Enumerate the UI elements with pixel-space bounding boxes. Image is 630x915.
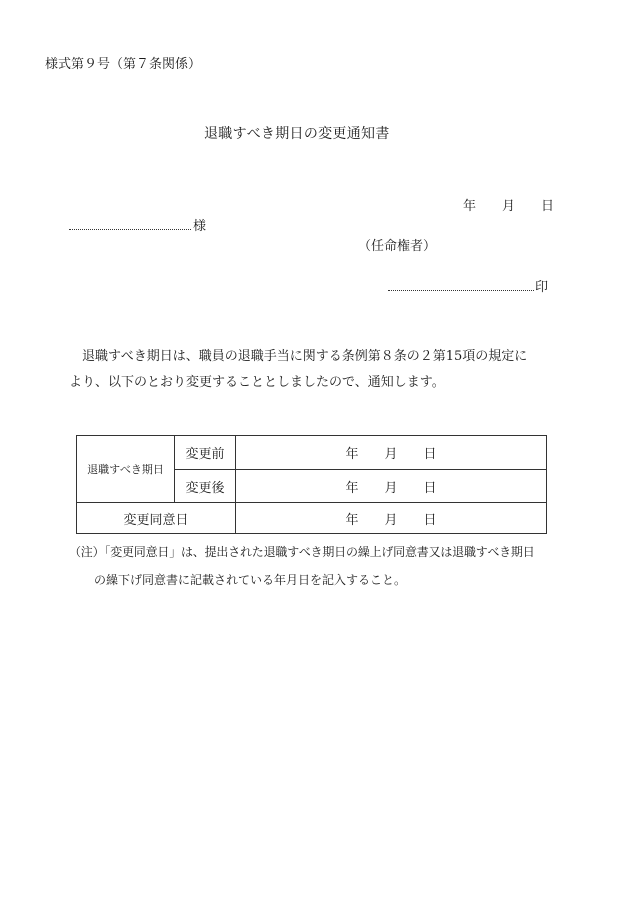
month-label: 月 xyxy=(502,199,516,214)
body-line-1: 退職すべき期日は、職員の退職手当に関する条例第８条の２第15項の規定に xyxy=(82,349,528,364)
note-line-1: （注）「変更同意日」は、提出された退職すべき期日の繰上げ同意書又は退職すべき期日 xyxy=(69,545,535,559)
year-label: 年 xyxy=(345,512,359,528)
year-label: 年 xyxy=(345,480,359,496)
day-label: 日 xyxy=(423,512,437,528)
month-label: 月 xyxy=(384,512,398,528)
recipient-suffix: 様 xyxy=(193,219,207,234)
day-label: 日 xyxy=(423,480,437,496)
retirement-date-group-label: 退職すべき期日 xyxy=(77,436,175,503)
body-line-2: より、以下のとおり変更することとしましたので、通知します。 xyxy=(69,375,445,390)
after-date xyxy=(236,470,547,503)
recipient-name-line xyxy=(69,229,191,230)
notice-date xyxy=(463,195,554,214)
year-label: 年 xyxy=(345,447,359,462)
date-change-table xyxy=(76,435,547,534)
appointer-name-line xyxy=(388,290,534,291)
seal-mark: 印 xyxy=(535,280,549,295)
consent-date-label: 変更同意日 xyxy=(77,503,236,534)
month-label: 月 xyxy=(384,447,398,462)
before-date xyxy=(236,436,547,470)
form-number: 様式第９号（第７条関係） xyxy=(45,57,202,72)
consent-date xyxy=(236,503,547,534)
appointer-label: （任命権者） xyxy=(358,239,437,254)
day-label: 日 xyxy=(423,447,437,462)
month-label: 月 xyxy=(384,480,398,496)
after-label: 変更後 xyxy=(175,470,236,503)
year-label: 年 xyxy=(463,199,477,214)
day-label: 日 xyxy=(541,199,555,214)
note-line-2: の繰下げ同意書に記載されている年月日を記入すること。 xyxy=(94,573,407,587)
before-label: 変更前 xyxy=(175,436,236,470)
document-title: 退職すべき期日の変更通知書 xyxy=(204,126,390,142)
